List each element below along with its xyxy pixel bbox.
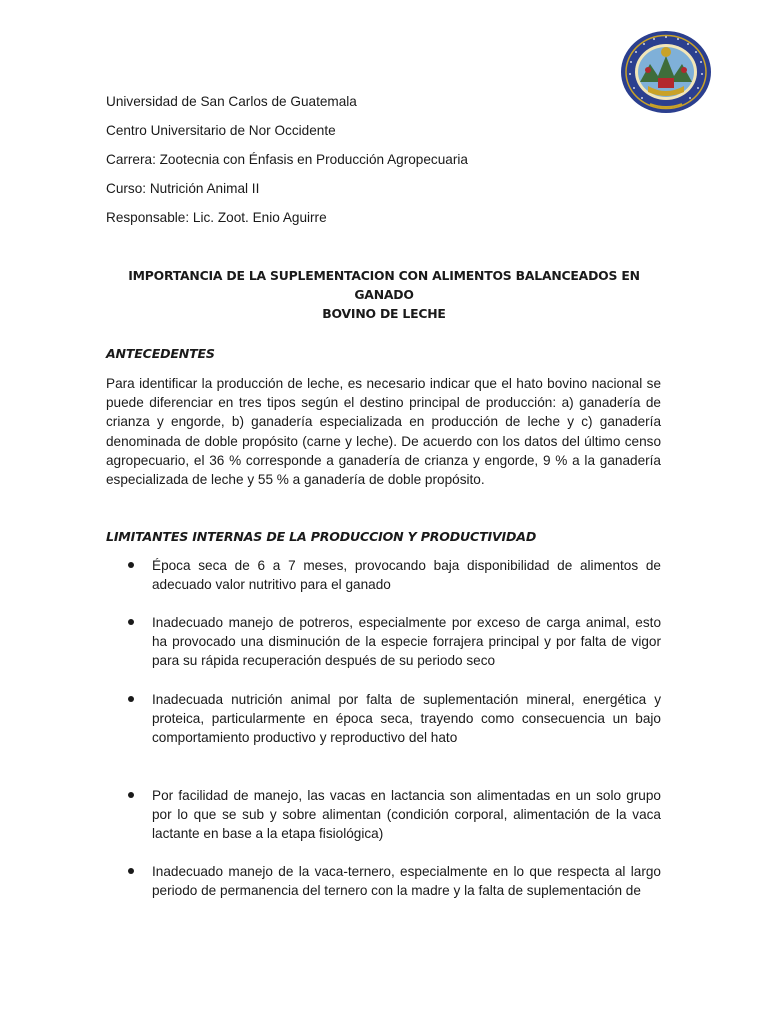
bullet-icon: [128, 562, 134, 568]
document-title-line-2: BOVINO DE LECHE: [322, 306, 446, 321]
document-title-line-1: IMPORTANCIA DE LA SUPLEMENTACION CON ALIMENTOS BALANCEADOS EN GANADO: [128, 268, 640, 302]
career-line: Carrera: Zootecnia con Énfasis en Producción Agropecuaria: [106, 152, 468, 167]
bullet-icon: [128, 868, 134, 874]
list-item: [106, 786, 661, 844]
list-item-text: Inadecuado manejo de potreros, especialmente por exceso de carga animal, esto ha provocado una disminución de la especie forrajera principal y por falta de vigor para su rápida recuperación después de su periodo seco: [152, 615, 661, 669]
list-item-text: Época seca de 6 a 7 meses, provocando baja disponibilidad de alimentos de adecuado valor nutritivo para el ganado: [152, 558, 661, 593]
list-item-text: Inadecuada nutrición animal por falta de suplementación mineral, energética y proteica, particularmente en época seca, trayendo como consecuencia un bajo comportamiento productivo y reproductivo del hato: [152, 692, 661, 746]
antecedentes-heading: ANTECEDENTES: [106, 346, 215, 361]
list-item: [106, 690, 661, 748]
document-title: [106, 266, 662, 323]
list-item: [106, 556, 661, 594]
course-line: Curso: Nutrición Animal II: [106, 181, 260, 196]
list-item: [106, 613, 661, 671]
center-name: Centro Universitario de Nor Occidente: [106, 123, 336, 138]
list-item-text: Inadecuado manejo de la vaca-ternero, especialmente en lo que respecta al largo periodo de permanencia del ternero con la madre y la falta de suplementación de: [152, 864, 661, 899]
document-header: [106, 92, 666, 237]
list-item-text: Por facilidad de manejo, las vacas en lactancia son alimentadas en un solo grupo por lo que se sub y sobre alimentan (condición corporal, alimentación de la vaca lactante en base a la etapa fisiológica): [152, 788, 661, 842]
bullet-icon: [128, 696, 134, 702]
university-name: Universidad de San Carlos de Guatemala: [106, 94, 357, 109]
bullet-icon: [128, 792, 134, 798]
responsible-line: Responsable: Lic. Zoot. Enio Aguirre: [106, 210, 327, 225]
antecedentes-paragraph: Para identificar la producción de leche, es necesario indicar que el hato bovino nacional se puede diferenciar en tres tipos según el destino principal de producción: a) ganadería de crianza y engorde, b) ganadería especializada en producción de leche y c) ganadería denominada de doble propósito (carne y leche). De acuerdo con los datos del último censo agropecuario, el 36 % corresponde a ganadería de crianza y engorde, 9 % a la ganadería especializada de leche y 55 % a ganadería de doble propósito.: [106, 376, 661, 488]
limitantes-heading: LIMITANTES INTERNAS DE LA PRODUCCION Y PRODUCTIVIDAD: [106, 529, 537, 544]
list-item: [106, 862, 661, 900]
bullet-icon: [128, 619, 134, 625]
